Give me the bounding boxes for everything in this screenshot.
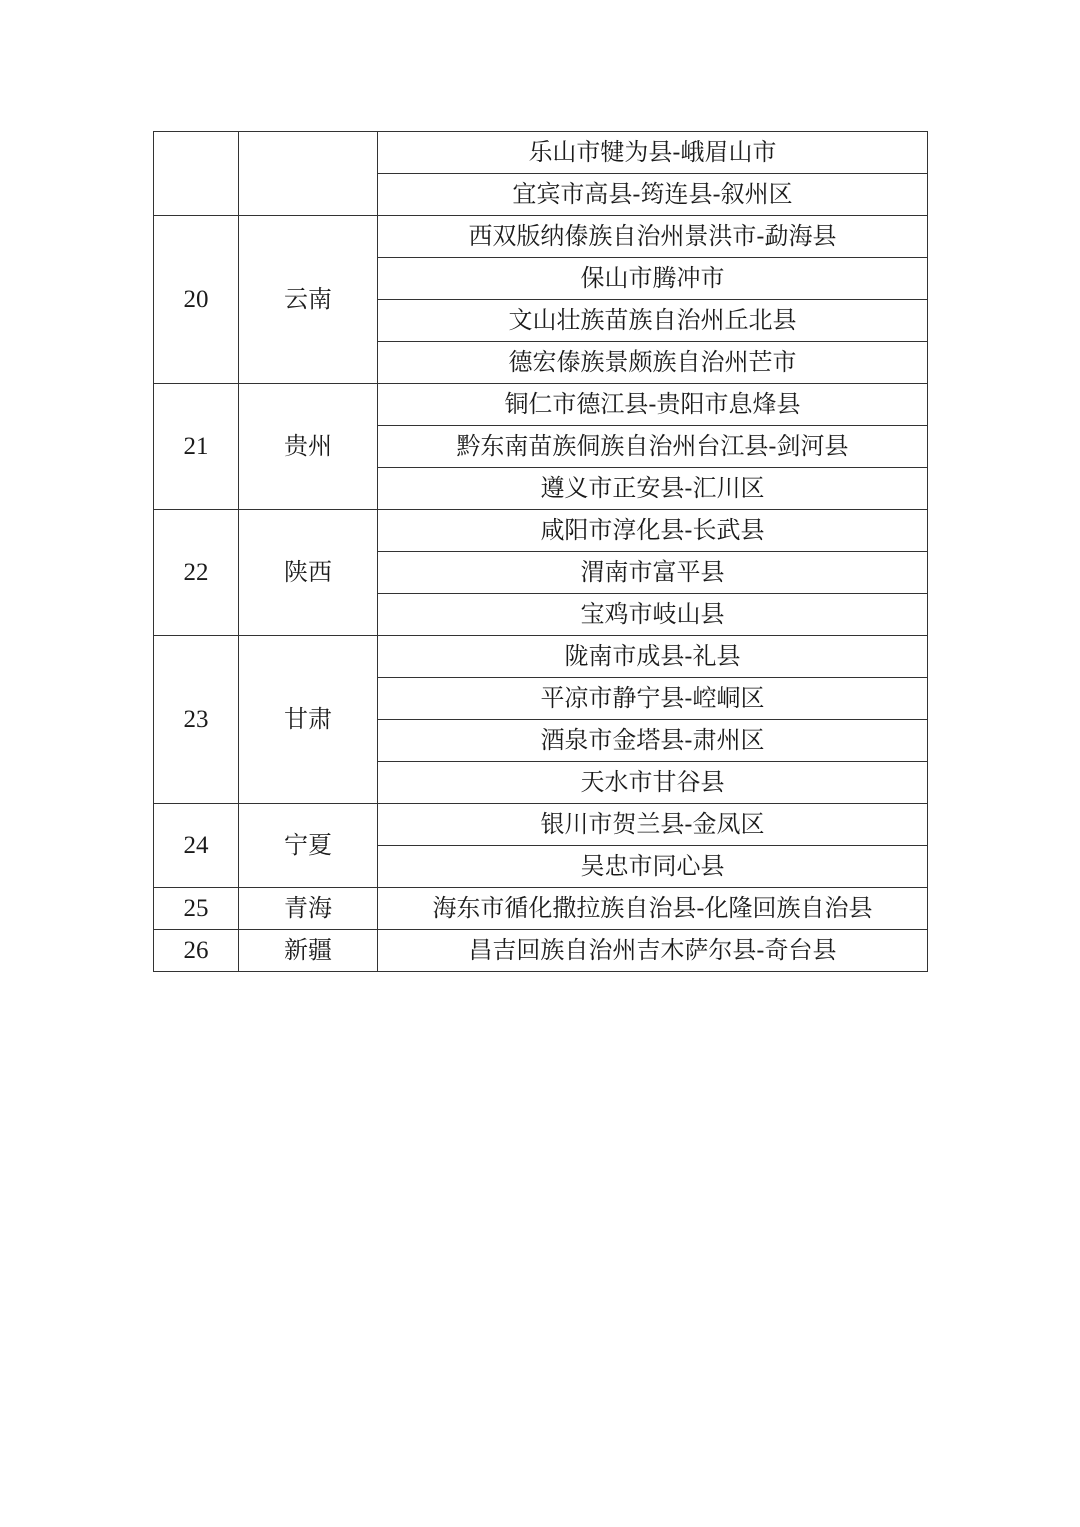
area-cell: 昌吉回族自治州吉木萨尔县-奇台县: [378, 930, 928, 972]
area-cell: 德宏傣族景颇族自治州芒市: [378, 342, 928, 384]
row-number-cell: 20: [154, 216, 239, 384]
province-cell: 新疆: [239, 930, 378, 972]
table-row: [154, 384, 928, 426]
area-cell: 宜宾市高县-筠连县-叙州区: [378, 174, 928, 216]
area-cell: 乐山市犍为县-峨眉山市: [378, 132, 928, 174]
table-body: [154, 132, 928, 972]
row-number-cell: 21: [154, 384, 239, 510]
area-cell: 酒泉市金塔县-肃州区: [378, 720, 928, 762]
area-cell: 保山市腾冲市: [378, 258, 928, 300]
province-cell: 陕西: [239, 510, 378, 636]
table-row: [154, 930, 928, 972]
row-number-cell: 25: [154, 888, 239, 930]
table-row: [154, 804, 928, 846]
table-row: [154, 888, 928, 930]
province-cell: 青海: [239, 888, 378, 930]
row-number-cell: 26: [154, 930, 239, 972]
row-number-cell: [154, 132, 239, 216]
area-cell: 遵义市正安县-汇川区: [378, 468, 928, 510]
pilot-areas-table: [153, 131, 928, 972]
province-cell: 云南: [239, 216, 378, 384]
area-cell: 陇南市成县-礼县: [378, 636, 928, 678]
row-number-cell: 22: [154, 510, 239, 636]
area-cell: 海东市循化撒拉族自治县-化隆回族自治县: [378, 888, 928, 930]
area-cell: 吴忠市同心县: [378, 846, 928, 888]
table-row: [154, 510, 928, 552]
area-cell: 平凉市静宁县-崆峒区: [378, 678, 928, 720]
area-cell: 铜仁市德江县-贵阳市息烽县: [378, 384, 928, 426]
area-cell: 西双版纳傣族自治州景洪市-勐海县: [378, 216, 928, 258]
area-cell: 黔东南苗族侗族自治州台江县-剑河县: [378, 426, 928, 468]
province-cell: 宁夏: [239, 804, 378, 888]
province-cell: [239, 132, 378, 216]
area-cell: 银川市贺兰县-金凤区: [378, 804, 928, 846]
table-row: [154, 216, 928, 258]
province-cell: 甘肃: [239, 636, 378, 804]
table-row: [154, 132, 928, 174]
area-cell: 文山壮族苗族自治州丘北县: [378, 300, 928, 342]
area-cell: 咸阳市淳化县-长武县: [378, 510, 928, 552]
area-cell: 宝鸡市岐山县: [378, 594, 928, 636]
table-row: [154, 636, 928, 678]
province-cell: 贵州: [239, 384, 378, 510]
row-number-cell: 24: [154, 804, 239, 888]
row-number-cell: 23: [154, 636, 239, 804]
area-cell: 渭南市富平县: [378, 552, 928, 594]
area-cell: 天水市甘谷县: [378, 762, 928, 804]
